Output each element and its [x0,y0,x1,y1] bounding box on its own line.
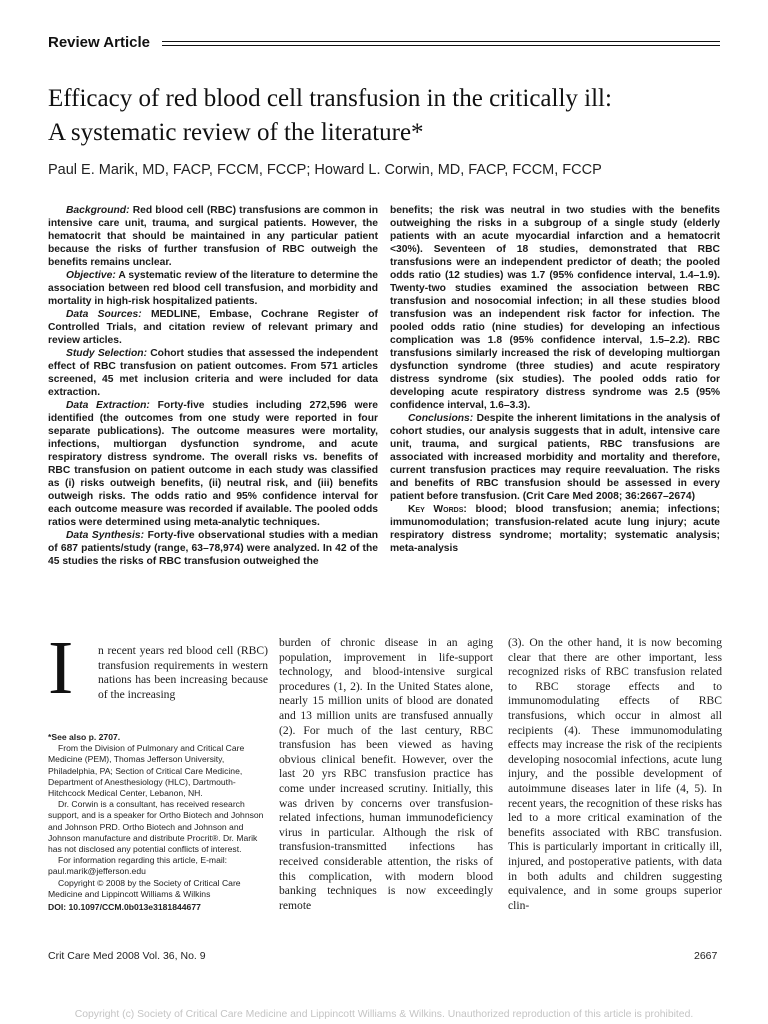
body-paragraph: (3). On the other hand, it is now becoming clear that there are other important, less recognized risks of RBC transfusion related to RBC storage effects and to immunomodulating effects of RBC transfusions, which occur in almost all recipients (4). These immunomodulating effects may increase the risk of the recipients developing nosocomial infections, acute lung injury, and the possible development of autoimmune diseases later in life (4, 5). In recent years, the recognition of these risks has led to a more critical examination of the benefits associated with RBC transfusion. This is particularly important in critically ill, injured, and postoperative patients, with data in both adults and children suggesting equivalence, and in some groups superior clin- [508,636,722,912]
body-column-2 [279,636,493,913]
body-column-3 [508,636,722,913]
section-label: Review Article [48,34,150,51]
journal-citation: Crit Care Med 2008 Vol. 36, No. 9 [48,950,206,962]
abstract-study-selection: Study Selection: Cohort studies that assessed the independent effect of RBC transfusion on patient outcomes. From 571 articles screened, 45 met inclusion criteria and were included for data extraction. [48,348,379,398]
abstract-synthesis-continued: benefits; the risk was neutral in two studies with the benefits outweighing the risks in a subgroup of a single study (elderly patients with an acute myocardial infarction and a hematocrit <30%). Seventeen of 18 studies, demonstrated that RBC transfusions were an independent predictor of death; the pooled odds ratio (12 studies) was 1.7 (95% confidence interval, 1.4–1.9). Twenty-two studies examined the association between RBC transfusion and nosocomial infection; in all these studies blood transfusion was an independent risk factor for infection. The pooled odds ratio (nine studies) for developing an infectious complication was 1.8 (95% confidence interval, 1.5–2.2). RBC transfusions similarly increased the risk of developing multiorgan dysfunction syndrome (three studies) and acute respiratory distress syndrome (six studies). The pooled odds ratio for developing acute respiratory distress syndrome was 2.5 (95% confidence interval, 1.6–3.3). [390,205,720,411]
footnote-see-also: *See also p. 2707. [48,732,121,742]
abstract-objective: Objective: A systematic review of the literature to determine the association between red blood cell transfusion, and morbidity and mortality in high-risk hospitalized patients. [48,270,378,307]
body-paragraph: burden of chronic disease in an aging population, improvement in life-support technology, and blood-intensive surgical procedures (1, 2). In the United States alone, nearly 15 million units of blood are donated and 13 million units are transfused annually (2). For much of the last century, RBC transfusion has been viewed as having obvious clinical benefit. However, over the last 20 yrs RBC transfusion practice has come under increased scrutiny. Initially, this was driven by concerns over transfusion-related infections, human immunodeficiency virus in particular. Although the risk of transfusion-transmitted infections has received considerable attention, the risks of this complication, with modern blood banking techniques is now exceedingly remote [279,636,493,912]
title-line-1: Efficacy of red blood cell transfusion in the critically ill: [48,85,612,112]
body-paragraph: n recent years red blood cell (RBC) transfusion requirements in western nations has been increasing because of the increasing [98,644,268,701]
footnote-contact: For information regarding this article, E-mail: paul.marik@jefferson.edu [48,855,228,877]
author-list: Paul E. Marik, MD, FACP, FCCM, FCCP; Howard L. Corwin, MD, FACP, FCCM, FCCP [48,162,602,178]
footnote-affiliation: From the Division of Pulmonary and Critical Care Medicine (PEM), Thomas Jefferson University, Philadelphia, PA; Section of Critical Care Medicine, Department of Anesthesiology (HLC), Dartmouth-Hitchcock Medical Center, Lebanon, NH. [48,743,245,799]
title-line-2: A systematic review of the literature* [48,119,424,146]
body-column-1 [98,644,268,702]
abstract-data-synthesis: Data Synthesis: Forty-five observational studies with a median of 687 patients/study (range, 63–78,974) were analyzed. In 42 of the 45 studies the risks of RBC transfusion outweighed the [48,530,378,567]
footnote-disclosure: Dr. Corwin is a consultant, has received research support, and is a speaker for Ortho Biotech and Johnson and Johnson PRD. Ortho Biotech and Johnson and Johnson manufacture and distribute Procrit®. Dr. Marik has not disclosed any potential conflicts of interest. [48,799,264,855]
abstract-data-sources: Data Sources: MEDLINE, Embase, Cochrane Register of Controlled Trials, and citation review of relevant primary and review articles. [48,309,378,346]
footnote-copyright: Copyright © 2008 by the Society of Critical Care Medicine and Lippincott Williams & Wilkins [48,877,241,899]
abstract-left-column [48,204,378,568]
footnote-block [48,732,268,913]
abstract-data-extraction: Data Extraction: Forty-five studies including 272,596 were identified (the outcomes from one study were reported in four separate publications). The outcome measures were mortality, infections, multiorgan dysfunction syndrome, and acute respiratory distress syndrome. The overall risks vs. benefits of RBC transfusion on patient outcome in each study was classified as (i) risks outweigh benefits, (ii) neutral risk, and (iii) benefits outweigh risks. The odds ratio and 95% confidence interval for each outcome measure was recorded if available. The pooled odds ratios were determined using meta-analytic techniques. [48,400,378,528]
abstract-background: Background: Red blood cell (RBC) transfusions are common in intensive care unit, trauma, and surgical patients. However, the hematocrit that should be maintained in any particular patient because the risks of further transfusion of RBC outweigh the benefits remains unclear. [48,205,378,268]
abstract-keywords: Key Words: blood; blood transfusion; anemia; infections; immunomodulation; transfusion-related acute lung injury; acute respiratory distress syndrome; mortality; systematic analysis; meta-analysis [390,504,720,554]
abstract-conclusions: Conclusions: Despite the inherent limitations in the analysis of cohort studies, our analysis suggests that in adult, intensive care unit, trauma, and surgical patients, RBC transfusions are associated with increased morbidity and mortality and therefore, current transfusion practices may require reevaluation. The risks and benefits of RBC transfusion should be assessed in every patient before transfusion. (Crit Care Med 2008; 36:2667–2674) [390,413,720,502]
copyright-notice: Copyright (c) Society of Critical Care Medicine and Lippincott Williams & Wilkins. Unauthorized reproduction of this article is prohibited. [74,1009,694,1020]
page-number: 2667 [694,950,718,962]
footnote-doi: DOI: 10.1097/CCM.0b013e3181844677 [48,902,201,913]
abstract-right-column [390,204,720,555]
section-divider [162,41,720,46]
drop-cap: I [48,626,74,710]
article-title [48,82,728,150]
